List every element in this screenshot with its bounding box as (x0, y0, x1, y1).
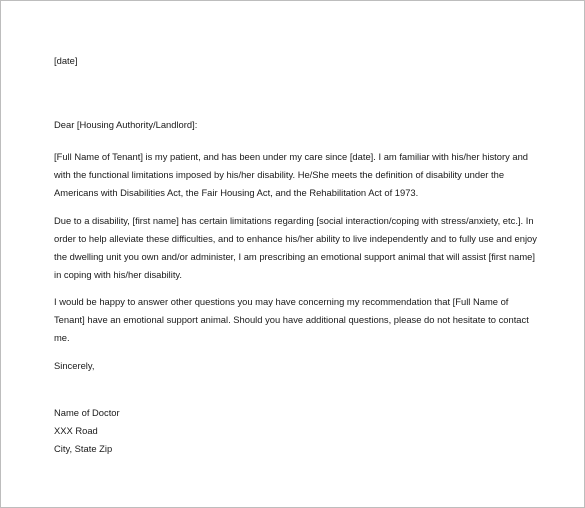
paragraph-3 (54, 293, 534, 347)
letter-date (54, 52, 534, 70)
address-street: XXX Road (54, 425, 98, 436)
paragraph-1-line: Americans with Disabilities Act, the Fair Housing Act, and the Rehabilitation Act of 1973. (54, 187, 419, 198)
paragraph-2-line: the dwelling unit you own and/or administer, I am prescribing an emotional support animal that will assist [first name] (54, 251, 535, 262)
closing-text: Sincerely, (54, 360, 95, 371)
signature-block (54, 404, 534, 458)
paragraph-2 (54, 212, 537, 284)
address-city: City, State Zip (54, 443, 113, 454)
salutation-text: Dear [Housing Authority/Landlord]: (54, 119, 198, 130)
paragraph-1 (54, 148, 534, 202)
doctor-name: Name of Doctor (54, 407, 120, 418)
paragraph-3-line: I would be happy to answer other questions you may have concerning my recommendation that [Full Name of (54, 296, 509, 307)
paragraph-3-line: Tenant] have an emotional support animal. Should you have additional questions, please do not hesitate to contact (54, 314, 529, 325)
letter-closing (54, 357, 534, 375)
paragraph-2-line: Due to a disability, [first name] has certain limitations regarding [social interaction/coping with stress/anxiety, etc.]. In (54, 215, 534, 226)
date-text: [date] (54, 55, 78, 66)
paragraph-2-line: order to help alleviate these difficulties, and to enhance his/her ability to live independently and to fully use and enjoy (54, 233, 537, 244)
paragraph-2-line: in coping with his/her disability. (54, 269, 183, 280)
paragraph-1-line: with the functional limitations imposed by his/her disability. He/She meets the definition of disability under the (54, 169, 505, 180)
paragraph-1-line: [Full Name of Tenant] is my patient, and has been under my care since [date]. I am familiar with his/her history and (54, 151, 529, 162)
paragraph-3-line: me. (54, 332, 70, 343)
letter-salutation (54, 116, 534, 134)
